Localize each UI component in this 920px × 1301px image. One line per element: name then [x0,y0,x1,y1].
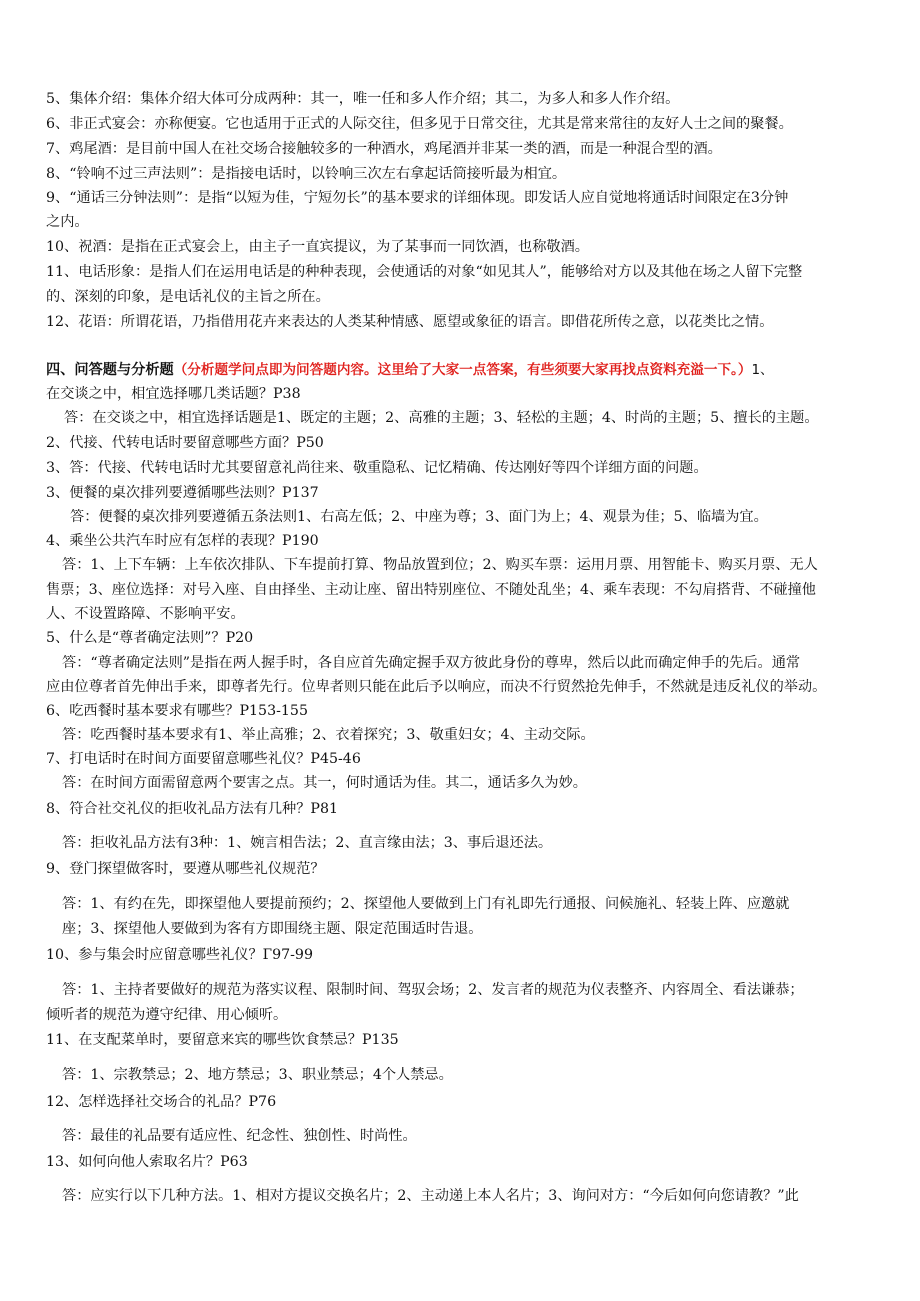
question-9: 9、登门探望做客时，要遵从哪些礼仪规范？ [46,861,325,877]
answer-13: 答：应实行以下几种方法。1、相对方提议交换名片；2、主动递上本人名片；3、询问对方：“今后如何向您请教？”此 [62,1188,799,1204]
question-11: 11、在支配菜单时，要留意来宾的哪些饮食禁忌？P135 [46,1032,399,1048]
question-1-number: 1、 [751,362,774,378]
definition-9: 9、“通话三分钟法则”：是指“以短为佳，宁短勿长”的基本要求的详细体现。即发话人应自觉地将通话时间限定在3分钟 [46,190,789,206]
answer-1: 答：在交谈之中，相宜选择话题是1、既定的主题；2、高雅的主题；3、轻松的主题；4、时尚的主题；5、擅长的主题。 [64,410,819,426]
definition-10: 10、祝酒：是指在正式宴会上，由主子一直宾提议，为了某事而一同饮酒，也称敬酒。 [46,239,589,255]
question-12: 12、怎样选择社交场合的礼品？P76 [46,1094,277,1110]
question-5: 5、什么是“尊者确定法则”？P20 [46,630,254,646]
question-1: 在交谈之中，相宜选择哪几类话题？P38 [46,386,301,402]
answer-2: 3、答：代接、代转电话时尤其要留意礼尚往来、敬重隐私、记忆精确、传达刚好等四个详细方面的问题。 [46,460,708,476]
answer-4-line-1: 答：1、上下车辆：上车依次排队、下车提前打算、物品放置到位；2、购买车票：运用月票、用智能卡、购买月票、无人 [62,557,818,573]
question-7: 7、打电话时在时间方面要留意哪些礼仪？P45-46 [46,751,361,767]
question-10: 10、参与集会时应留意哪些礼仪？Г97-99 [46,947,313,963]
answer-12: 答：最佳的礼品要有适应性、纪念性、独创性、时尚性。 [62,1128,417,1144]
answer-9-line-1: 答：1、有约在先，即探望他人要提前预约；2、探望他人要做到上门有礼即先行通报、问候施礼、轻装上阵、应邀就 [62,896,790,912]
definition-7: 7、鸡尾酒：是目前中国人在社交场合接触较多的一种酒水，鸡尾酒并非某一类的酒，而是一种混合型的酒。 [46,141,722,157]
question-4: 4、乘坐公共汽车时应有怎样的表现？P190 [46,533,319,549]
answer-9-line-2: 座；3、探望他人要做到为客有方即围绕主题、限定范围适时告退。 [62,921,483,937]
answer-5-line-1: 答：“尊者确定法则”是指在两人握手时，各自应首先确定握手双方彼此身份的尊卑，然后以此而确定伸手的先后。通常 [62,655,801,671]
answer-3: 答：便餐的桌次排列要遵循五条法则1、右高左低；2、中座为尊；3、面门为上；4、观景为佳；5、临墙为宜。 [70,509,768,525]
definition-8: 8、“铃响不过三声法则”：是指接电话时，以铃响三次左右拿起话筒接听最为相宜。 [46,166,567,182]
section-note: （分析题学问点即为问答题内容。这里给了大家一点答案，有些须要大家再找点资料充溢一下。） [173,362,752,378]
answer-10-line-1: 答：1、主持者要做好的规范为落实议程、限制时间、驾驭会场；2、发言者的规范为仪表整齐、内容周全、看法谦恭； [62,982,804,998]
definition-11: 11、电话形象：是指人们在运用电话是的种种表现，会使通话的对象“如见其人”，能够给对方以及其他在场之人留下完整 [46,264,803,280]
definition-6: 6、非正式宴会：亦称便宴。它也适用于正式的人际交往，但多见于日常交往，尤其是常来常往的友好人士之间的聚餐。 [46,116,793,132]
answer-5-line-2: 应由位尊者首先伸出手来，即尊者先行。位卑者则只能在此后予以响应，而决不行贸然抢先伸手，不然就是违反礼仪的举动。 [46,679,827,695]
answer-4-line-3: 人、不设置路障、不影响平安。 [46,606,245,622]
question-2: 2、代接、代转电话时要留意哪些方面？P50 [46,435,324,451]
definition-9-cont: 之内。 [46,214,89,230]
answer-4-line-2: 售票；3、座位选择：对号入座、自由择坐、主动让座、留出特别座位、不随处乱坐；4、乘车表现：不勾肩搭背、不碰撞他 [46,582,816,598]
answer-7: 答：在时间方面需留意两个要害之点。其一，何时通话为佳。其二，通话多久为妙。 [62,775,587,791]
answer-11: 答：1、宗教禁忌；2、地方禁忌；3、职业禁忌；4个人禁忌。 [62,1067,453,1083]
question-13: 13、如何向他人索取名片？P63 [46,1154,248,1170]
definition-5: 5、集体介绍：集体介绍大体可分成两种：其一，唯一任和多人作介绍；其二，为多人和多人作介绍。 [46,91,680,107]
section-title: 四、问答题与分析题 [46,362,174,378]
answer-8: 答：拒收礼品方法有3种：1、婉言相告法；2、直言缘由法；3、事后退还法。 [62,835,553,851]
definition-11-cont: 的、深刻的印象，是电话礼仪的主旨之所在。 [46,289,330,305]
question-6: 6、吃西餐时基本要求有哪些？P153-155 [46,703,308,719]
answer-6: 答：吃西餐时基本要求有1、举止高雅；2、衣着探究；3、敬重妇女；4、主动交际。 [62,727,595,743]
question-3: 3、便餐的桌次排列要遵循哪些法则？P137 [46,485,319,501]
question-8: 8、符合社交礼仪的拒收礼品方法有几种？P81 [46,801,339,817]
definition-12: 12、花语：所谓花语，乃指借用花卉来表达的人类某种情感、愿望或象征的语言。即借花所传之意，以花类比之情。 [46,314,774,330]
section-heading-line [46,361,876,379]
answer-10-line-2: 倾听者的规范为遵守纪律、用心倾听。 [46,1007,288,1023]
